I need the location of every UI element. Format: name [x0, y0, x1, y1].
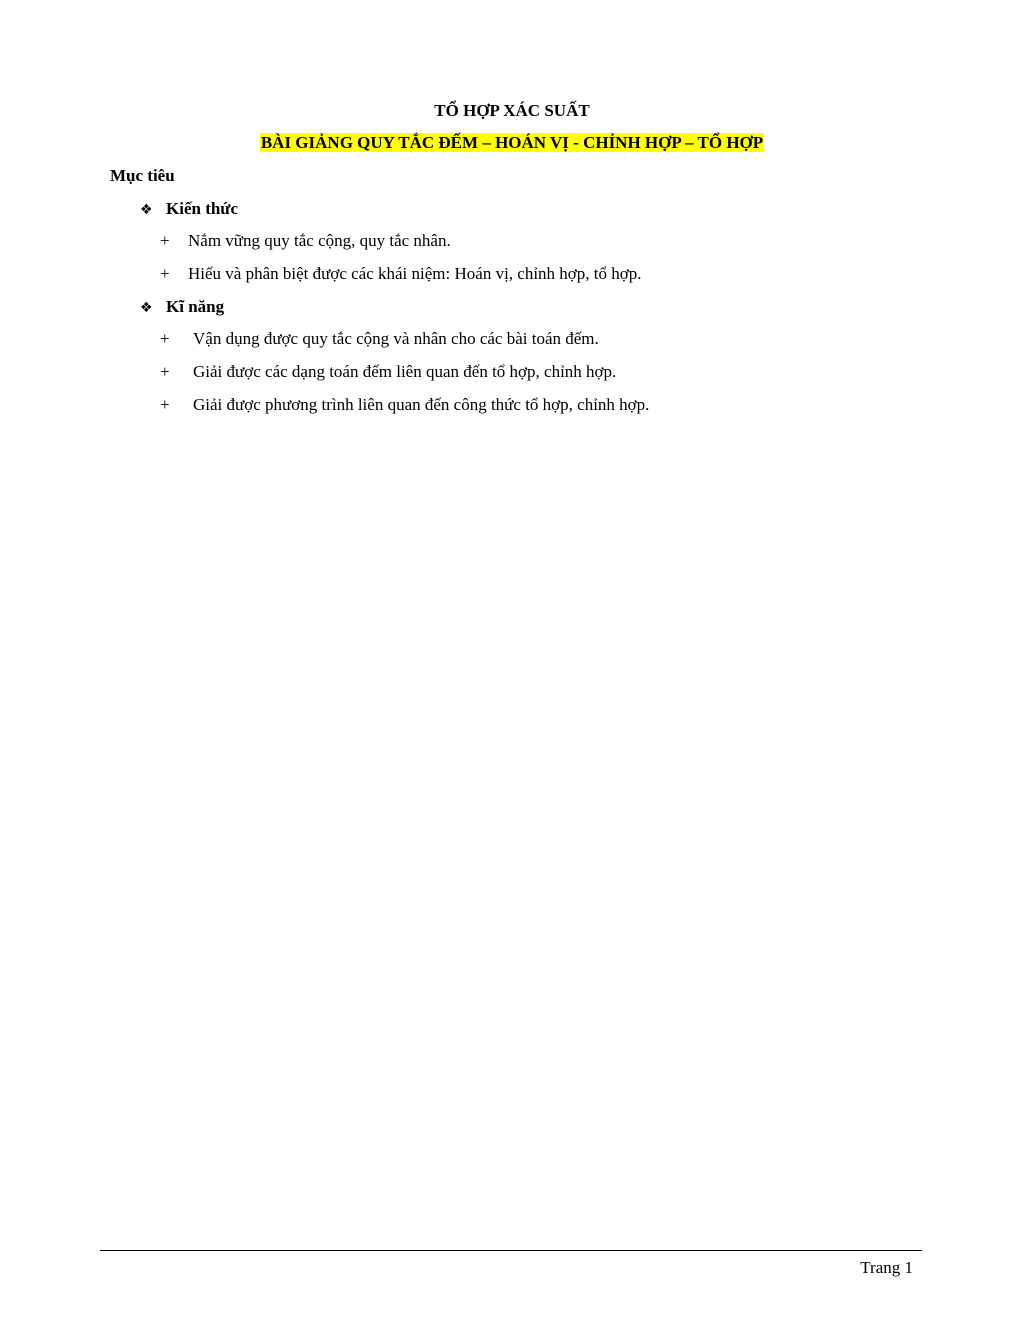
- plus-marker: +: [160, 329, 170, 348]
- diamond-bullet-icon: ❖: [140, 300, 153, 316]
- list-item-text: Giải được các dạng toán đếm liên quan đến tổ hợp, chỉnh hợp.: [193, 362, 617, 381]
- plus-marker: +: [160, 264, 170, 283]
- knowledge-heading-label: Kiến thức: [166, 199, 239, 218]
- list-item: [160, 263, 642, 285]
- plus-marker: +: [160, 395, 170, 414]
- plus-marker: +: [160, 231, 170, 250]
- skills-heading-label: Kĩ năng: [166, 297, 225, 316]
- skills-heading: [140, 296, 224, 319]
- footer-divider: [100, 1250, 922, 1251]
- list-item: [160, 328, 599, 350]
- list-item-text: Hiểu và phân biệt được các khái niệm: Hoán vị, chỉnh hợp, tổ hợp.: [188, 264, 642, 283]
- document-title: TỔ HỢP XÁC SUẤT: [434, 101, 590, 120]
- list-item-text: Nắm vững quy tắc cộng, quy tắc nhân.: [188, 231, 451, 250]
- list-item: [160, 361, 616, 383]
- knowledge-heading: [140, 198, 238, 221]
- list-item: [160, 230, 451, 252]
- objectives-heading: Mục tiêu: [110, 166, 175, 185]
- list-item-text: Giải được phương trình liên quan đến công thức tổ hợp, chỉnh hợp.: [193, 395, 650, 414]
- document-subtitle: BÀI GIẢNG QUY TẮC ĐẾM – HOÁN VỊ - CHỈNH HỢP – TỔ HỢP: [260, 133, 764, 152]
- list-item: [160, 394, 649, 416]
- list-item-text: Vận dụng được quy tắc cộng và nhân cho các bài toán đếm.: [193, 329, 599, 348]
- plus-marker: +: [160, 362, 170, 381]
- document-subtitle-row: [0, 132, 1024, 154]
- diamond-bullet-icon: ❖: [140, 202, 153, 218]
- page-number: Trang 1: [860, 1258, 913, 1277]
